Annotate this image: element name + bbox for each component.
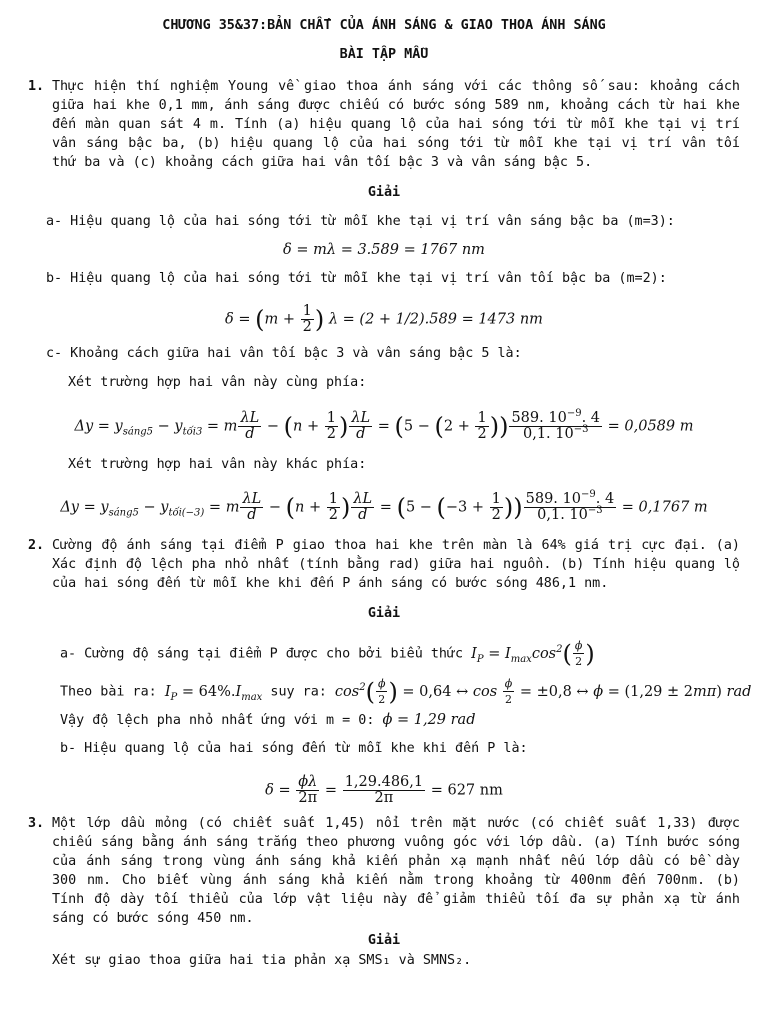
problem-3-line-1: Một lớp dầu mỏng (có chiết suất 1,45) nổi trên mặt nước (có chiết suất 1,33) được: [52, 816, 740, 831]
problem-1-formula-diff-side: $\Delta y = y_{sáng5} - y_{tối(-3)} = m$ $\frac{\lambda L}{d}$ − (n + $\frac{1}{2}$ ) $\frac{\lambda L}{d}$ = (5 − (−3 + $\frac{1}{2}$ )) $\frac{589. 10^{-9}. 4}{0,1. 10^{-3}}$ = 0,1767 m: [60, 489, 708, 523]
problem-2-b-result: = 627 nm: [430, 782, 503, 799]
problem-2-given: Theo bài ra: $I_P = 64\%.I_{max}$ suy ra: $\cos^2$( $\frac{\phi}{2}$ ) = 0,64 ↔ cos $\frac{\phi}{2}$ = ±0,8 ↔ ϕ = (1,29 ± 2mπ) rad: [60, 677, 752, 706]
problem-1-case-diff: Xét trường hợp hai vân này khác phía:: [68, 457, 367, 472]
problem-3-last-line: Xét sự giao thoa giữa hai tia phản xạ SMS₁ và SMNS₂.: [52, 953, 472, 968]
problem-1-part-c: c- Khoảng cách giữa hai vân tối bậc 3 và vân sáng bậc 5 là:: [46, 346, 522, 361]
problem-1-formula-a: δ = mλ = 3.589 = 1767 nm: [283, 242, 485, 258]
problem-1-line-2: giữa hai khe 0,1 mm, ánh sáng được chiếu có bước sóng 589 nm, khoảng cách từ hai khe: [52, 98, 740, 113]
formula-b-result: λ = (2 + 1/2).589 = 1473 nm: [328, 311, 543, 328]
problem-1-line-4: vân sáng bậc ba, (b) hiệu quang lộ của hai sóng tới từ mỗi khe tại vị trí vân tối: [52, 136, 740, 151]
problem-3-solution-label: Giải: [367, 933, 401, 948]
min-phase-text: Vậy độ lệch pha nhỏ nhất ứng với m = 0:: [60, 713, 375, 728]
chapter-title: CHƯƠNG 35&37:BẢN CHẤT CỦA ÁNH SÁNG & GIAO THOA ÁNH SÁNG: [162, 18, 606, 33]
problem-3-number: 3.: [28, 816, 45, 831]
problem-2-line-2: Xác định độ lệch pha nhỏ nhất (tính bằng rad) giữa hai nguồn. (b) Tính hiệu quang lộ: [52, 557, 740, 572]
problem-2-line-3: của hai sóng đến từ mỗi khe khi đến P ánh sáng có bước sóng 486,1 nm.: [52, 576, 609, 591]
problem-1-part-a: a- Hiệu quang lộ của hai sóng tới từ mỗi khe tại vị trí vân sáng bậc ba (m=3):: [46, 214, 675, 229]
problem-3-line-2: chiếu sáng bằng ánh sáng trắng theo phương vuông góc với lớp dầu. (a) Tính bước sóng: [52, 835, 740, 850]
problem-1-formula-same-side: $\Delta y = y_{sáng5} - y_{tối3} = m$ $\frac{\lambda L}{d}$ − (n + $\frac{1}{2}$ ) $\frac{\lambda L}{d}$ = (5 − (2 + $\frac{1}{2}$ )) $\frac{589. 10^{-9}. 4}{0,1. 10^{-3}}$ = 0,0589 m: [74, 408, 694, 442]
problem-3-line-3: của ánh sáng trong vùng ánh sáng khả kiến phản xạ mạnh nhất nếu lớp dầu có bề dày: [52, 854, 740, 869]
diff-side-result: = 0,1767 m: [621, 499, 708, 516]
problem-2-line-1: Cường độ ánh sáng tại điểm P giao thoa hai khe trên màn là 64% giá trị cực đại. (a): [52, 538, 740, 553]
section-subtitle: BÀI TẬP MẪU: [339, 47, 429, 62]
problem-1-formula-b: δ = (m + $\frac{1}{2}$ ) λ = (2 + 1/2).589 = 1473 nm: [225, 303, 543, 335]
problem-1-line-5: thứ ba và (c) khoảng cách giữa hai vân tối bậc 3 và vân sáng bậc 5.: [52, 155, 593, 170]
problem-1-solution-label: Giải: [367, 185, 401, 200]
problem-3-line-4: 300 nm. Cho biết vùng ánh sáng khả kiến nằm trong khoảng từ 400nm đến 700nm. (b): [52, 873, 740, 888]
problem-2-formula-b: δ = $\frac{\phi\lambda}{2\pi}$ = $\frac{1,29.486,1}{2\pi}$ = 627 nm: [265, 774, 503, 806]
problem-2-min-phase: [60, 710, 476, 731]
problem-1-line-1: Thực hiện thí nghiệm Young về giao thoa ánh sáng với các thông số sau: khoảng cách: [52, 79, 740, 94]
min-phase-value: ϕ = 1,29 rad: [382, 712, 476, 728]
problem-2-number: 2.: [28, 538, 45, 553]
given-prefix: Theo bài ra:: [60, 684, 157, 700]
given-mid: suy ra:: [270, 684, 327, 700]
problem-2-part-a: a- Cường độ sáng tại điểm P được cho bởi biểu thức $I_P = I_{max}\cos^2$( $\frac{\phi}{2}$ ): [60, 639, 595, 668]
problem-2-part-a-text: a- Cường độ sáng tại điểm P được cho bởi biểu thức: [60, 646, 464, 662]
problem-2-solution-label: Giải: [367, 606, 401, 621]
problem-1-line-3: đến màn quan sát 4 m. Tính (a) hiệu quang lộ của hai sóng tới từ mỗi khe tại vị trí: [52, 117, 740, 132]
problem-1-part-b: b- Hiệu quang lộ của hai sóng tới từ mỗi khe tại vị trí vân tối bậc ba (m=2):: [46, 271, 667, 286]
problem-1-case-same: Xét trường hợp hai vân này cùng phía:: [68, 375, 367, 390]
problem-3-line-5: Tính độ dày tối thiểu của lớp vật liệu này để giảm thiểu tối đa sự phản xạ từ ánh: [52, 892, 740, 907]
problem-2-part-b: b- Hiệu quang lộ của hai sóng đến từ mỗi khe khi đến P là:: [60, 741, 528, 756]
problem-1-number: 1.: [28, 79, 45, 94]
problem-3-line-6: sáng có bước sóng 450 nm.: [52, 911, 254, 926]
same-side-result: = 0,0589 m: [607, 418, 694, 435]
